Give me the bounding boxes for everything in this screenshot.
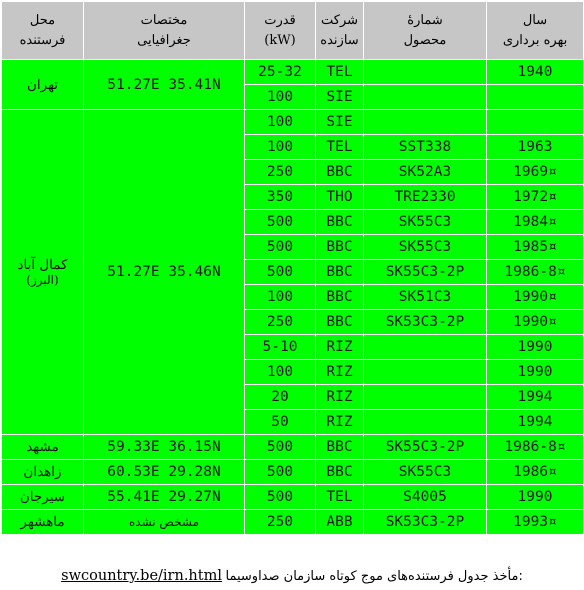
coordinates-cell: مشخص نشده <box>84 510 245 535</box>
power-cell: 500 <box>245 235 316 260</box>
manufacturer-cell: BBC <box>316 260 364 285</box>
source-caption <box>0 568 584 585</box>
manufacturer-cell: BBC <box>316 310 364 335</box>
manufacturer-cell: BBC <box>316 460 364 485</box>
location-cell <box>2 110 84 435</box>
power-cell: 250 <box>245 510 316 535</box>
location-cell <box>2 60 84 110</box>
product-cell: SK55C3 <box>364 460 487 485</box>
power-cell: 25-32 <box>245 60 316 85</box>
power-cell: 250 <box>245 160 316 185</box>
table-row <box>2 110 584 135</box>
manufacturer-cell: RIZ <box>316 385 364 410</box>
power-cell: 100 <box>245 285 316 310</box>
manufacturer-cell: TEL <box>316 485 364 510</box>
manufacturer-cell: THO <box>316 185 364 210</box>
power-cell: 5-10 <box>245 335 316 360</box>
manufacturer-cell: RIZ <box>316 410 364 435</box>
year-cell: 1986¤ <box>487 460 584 485</box>
location-name: کمال آباد <box>17 257 68 273</box>
manufacturer-cell: SIE <box>316 110 364 135</box>
location-name: مشهد <box>26 439 59 455</box>
location-name: تهران <box>26 76 59 93</box>
product-cell: SK52A3 <box>364 160 487 185</box>
year-cell: 1990 <box>487 335 584 360</box>
year-cell: 1993¤ <box>487 510 584 535</box>
product-cell: SK53C3-2P <box>364 310 487 335</box>
power-cell: 100 <box>245 360 316 385</box>
year-cell: 1994 <box>487 410 584 435</box>
coordinates-cell: 51.27E 35.46N <box>84 110 245 435</box>
power-cell: 500 <box>245 460 316 485</box>
power-cell: 500 <box>245 485 316 510</box>
header-location: محل فرستنده <box>2 2 84 60</box>
power-cell: 50 <box>245 410 316 435</box>
header-operation-year: سال بهره برداری <box>487 2 584 60</box>
source-label: مأخذ جدول فرستنده‌های موج کوتاه سازمان صداوسیما: <box>225 569 523 584</box>
location-cell <box>2 510 84 535</box>
table-body <box>2 60 584 535</box>
product-cell: SK55C3-2P <box>364 260 487 285</box>
product-cell <box>364 335 487 360</box>
coordinates-cell: 55.41E 29.27N <box>84 485 245 510</box>
product-cell <box>364 85 487 110</box>
year-cell: 1994 <box>487 385 584 410</box>
header-manufacturer: شرکت سازنده <box>316 2 364 60</box>
header-power: قدرت (kW) <box>245 2 316 60</box>
location-cell <box>2 485 84 510</box>
location-name: سیرجان <box>19 489 66 505</box>
manufacturer-cell: TEL <box>316 135 364 160</box>
year-cell: 1986-8¤ <box>487 260 584 285</box>
year-cell: 1969¤ <box>487 160 584 185</box>
table-row <box>2 460 584 485</box>
location-name: ماهشهر <box>20 514 65 530</box>
power-cell: 250 <box>245 310 316 335</box>
power-cell: 20 <box>245 385 316 410</box>
product-cell <box>364 360 487 385</box>
manufacturer-cell: BBC <box>316 235 364 260</box>
product-cell: S4005 <box>364 485 487 510</box>
coordinates-cell: 59.33E 36.15N <box>84 435 245 460</box>
coordinates-cell: 60.53E 29.28N <box>84 460 245 485</box>
power-cell: 350 <box>245 185 316 210</box>
product-cell: SK55C3-2P <box>364 435 487 460</box>
header-product-number: شمارهٔ محصول <box>364 2 487 60</box>
manufacturer-cell: RIZ <box>316 360 364 385</box>
transmitter-table <box>1 1 584 535</box>
manufacturer-cell: BBC <box>316 285 364 310</box>
manufacturer-cell: SIE <box>316 85 364 110</box>
product-cell <box>364 410 487 435</box>
year-cell: 1985¤ <box>487 235 584 260</box>
table-row <box>2 485 584 510</box>
power-cell: 500 <box>245 260 316 285</box>
year-cell: 1990 <box>487 485 584 510</box>
year-cell: 1940 <box>487 60 584 85</box>
product-cell <box>364 385 487 410</box>
product-cell <box>364 110 487 135</box>
source-link[interactable]: swcountry.be/irn.html <box>61 568 222 584</box>
manufacturer-cell: BBC <box>316 160 364 185</box>
table-row <box>2 435 584 460</box>
year-cell: 1990 <box>487 360 584 385</box>
year-cell: 1986-8¤ <box>487 435 584 460</box>
year-cell: 1990¤ <box>487 285 584 310</box>
location-cell <box>2 460 84 485</box>
header-geo-coordinates: مختصات جغرافیایی <box>84 2 245 60</box>
year-cell: 1972¤ <box>487 185 584 210</box>
product-cell: SK55C3 <box>364 235 487 260</box>
year-cell: 1990¤ <box>487 310 584 335</box>
year-cell: 1963 <box>487 135 584 160</box>
power-cell: 500 <box>245 435 316 460</box>
table-row <box>2 510 584 535</box>
location-subname: (البرز) <box>26 273 59 287</box>
manufacturer-cell: TEL <box>316 60 364 85</box>
manufacturer-cell: ABB <box>316 510 364 535</box>
power-cell: 100 <box>245 135 316 160</box>
power-cell: 500 <box>245 210 316 235</box>
product-cell: SK53C3-2P <box>364 510 487 535</box>
product-cell: SK51C3 <box>364 285 487 310</box>
product-cell: SST338 <box>364 135 487 160</box>
year-cell: 1984¤ <box>487 210 584 235</box>
location-cell <box>2 435 84 460</box>
manufacturer-cell: BBC <box>316 210 364 235</box>
coordinates-cell: 51.27E 35.41N <box>84 60 245 110</box>
manufacturer-cell: BBC <box>316 435 364 460</box>
product-cell: TRE2330 <box>364 185 487 210</box>
year-cell <box>487 110 584 135</box>
manufacturer-cell: RIZ <box>316 335 364 360</box>
table-row <box>2 60 584 85</box>
power-cell: 100 <box>245 85 316 110</box>
product-cell <box>364 60 487 85</box>
product-cell: SK55C3 <box>364 210 487 235</box>
year-cell <box>487 85 584 110</box>
location-name: زاهدان <box>23 464 62 480</box>
power-cell: 100 <box>245 110 316 135</box>
